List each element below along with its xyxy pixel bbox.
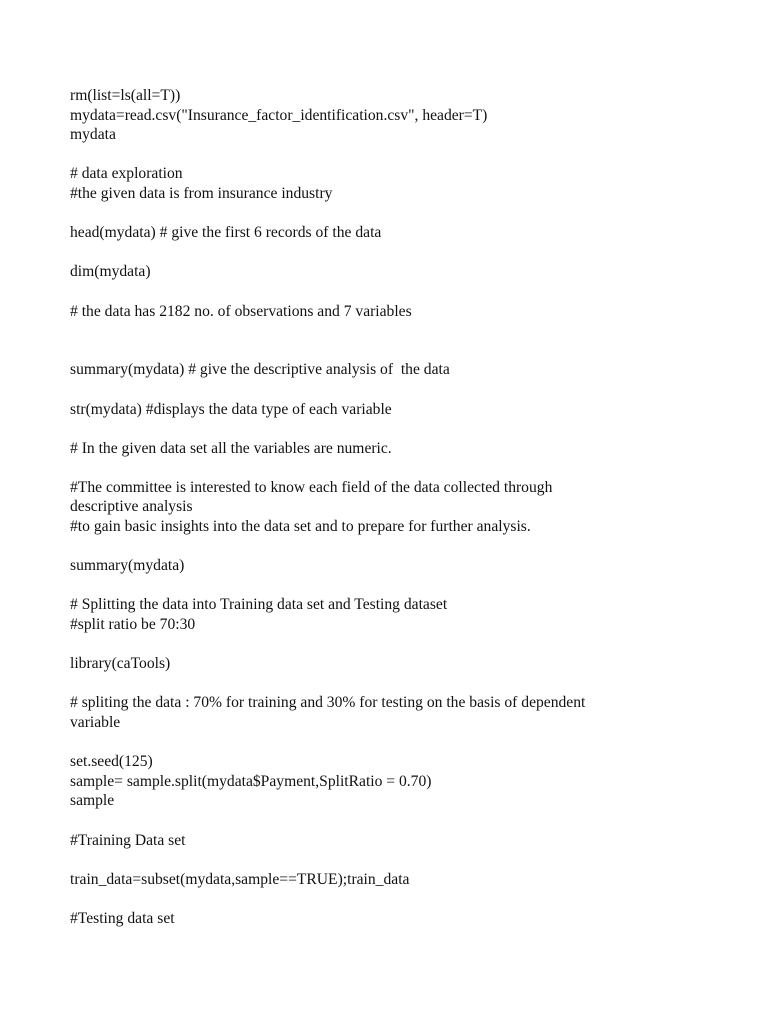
blank-line xyxy=(70,674,710,694)
blank-line xyxy=(70,576,710,596)
text-line: #Testing data set xyxy=(70,909,175,927)
text-line: mydata xyxy=(70,126,116,144)
text-line: # spliting the data : 70% for training and 30% for testing on the basis of dependent xyxy=(70,694,586,712)
blank-line xyxy=(70,811,710,831)
blank-line xyxy=(70,321,710,341)
blank-line xyxy=(70,243,710,263)
text-line: str(mydata) #displays the data type of each variable xyxy=(70,400,392,418)
document-body xyxy=(70,86,710,929)
text-line: train_data=subset(mydata,sample==TRUE);train_data xyxy=(70,870,410,888)
blank-line xyxy=(70,537,710,557)
text-line: # data exploration xyxy=(70,165,183,183)
blank-line xyxy=(70,419,710,439)
text-line: set.seed(125) xyxy=(70,753,153,771)
blank-line xyxy=(70,850,710,870)
blank-line xyxy=(70,889,710,909)
blank-line xyxy=(70,282,710,302)
text-line: # In the given data set all the variables are numeric. xyxy=(70,439,392,457)
text-line: head(mydata) # give the first 6 records of the data xyxy=(70,224,382,242)
text-line: sample= sample.split(mydata$Payment,SplitRatio = 0.70) xyxy=(70,772,432,790)
text-line: sample xyxy=(70,792,115,810)
text-line: #to gain basic insights into the data set and to prepare for further analysis. xyxy=(70,518,531,536)
text-line: dim(mydata) xyxy=(70,263,151,281)
blank-line xyxy=(70,458,710,478)
text-line: # Splitting the data into Training data set and Testing dataset xyxy=(70,596,448,614)
text-line: #The committee is interested to know each field of the data collected through xyxy=(70,478,553,496)
text-line: mydata=read.csv("Insurance_factor_identification.csv", header=T) xyxy=(70,106,488,124)
blank-line xyxy=(70,635,710,655)
text-line: #split ratio be 70:30 xyxy=(70,616,196,634)
text-line: summary(mydata) xyxy=(70,557,185,575)
text-line: rm(list=ls(all=T)) xyxy=(70,87,181,104)
text-line: #Training Data set xyxy=(70,831,186,849)
text-line: variable xyxy=(70,714,121,731)
blank-line xyxy=(70,341,710,361)
blank-line xyxy=(70,380,710,400)
blank-line xyxy=(70,733,710,753)
text-line: # the data has 2182 no. of observations and 7 variables xyxy=(70,302,412,320)
text-line: summary(mydata) # give the descriptive analysis of the data xyxy=(70,361,450,379)
text-line: #the given data is from insurance industry xyxy=(70,184,333,202)
text-line: library(caTools) xyxy=(70,655,171,673)
blank-line xyxy=(70,204,710,224)
blank-line xyxy=(70,145,710,165)
text-line: descriptive analysis xyxy=(70,498,193,516)
